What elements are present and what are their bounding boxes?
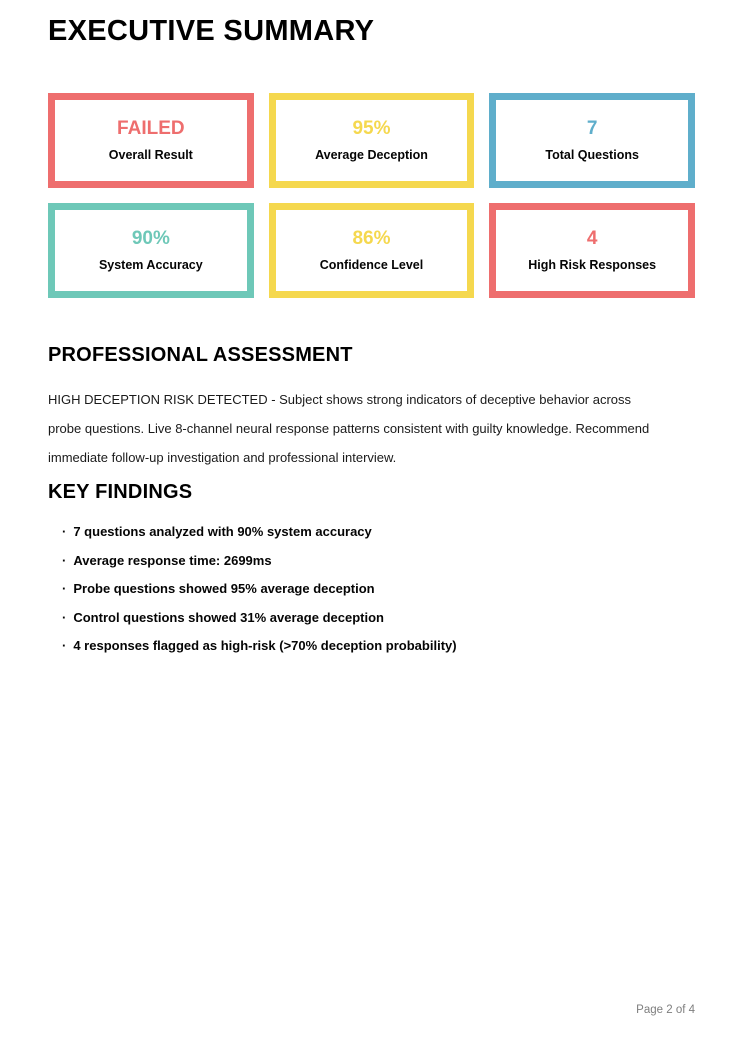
summary-stat-cards [48, 93, 695, 298]
finding-text: 7 questions analyzed with 90% system accuracy [73, 524, 372, 539]
finding-item [62, 604, 698, 633]
finding-text: Probe questions showed 95% average deception [73, 581, 375, 596]
stat-card-value: 4 [586, 228, 598, 250]
finding-item [62, 547, 698, 576]
key-findings-section [48, 481, 698, 661]
stat-card-value: 7 [586, 118, 598, 140]
stat-card-value: 86% [352, 228, 391, 250]
page-number: Page 2 of 4 [636, 1004, 695, 1016]
stat-card [489, 203, 695, 298]
finding-item [62, 632, 698, 661]
key-findings-heading: KEY FINDINGS [48, 481, 193, 503]
professional-assessment-heading: PROFESSIONAL ASSESSMENT [48, 344, 353, 366]
bullet-icon: · [62, 638, 67, 653]
stat-card-label: System Accuracy [98, 258, 203, 273]
stat-card [48, 203, 254, 298]
stat-card [489, 93, 695, 188]
finding-item [62, 575, 698, 604]
finding-item [62, 518, 698, 547]
assessment-text-line: HIGH DECEPTION RISK DETECTED - Subject shows strong indicators of deceptive behavior across [48, 392, 632, 407]
stat-card-label: High Risk Responses [528, 258, 657, 273]
assessment-text-line: probe questions. Live 8-channel neural response patterns consistent with guilty knowledge. Recommend [48, 421, 650, 436]
stat-card-value: 90% [131, 228, 170, 250]
bullet-icon: · [62, 609, 67, 625]
assessment-text-line: immediate follow-up investigation and professional interview. [48, 450, 397, 465]
stat-card-label: Confidence Level [319, 258, 424, 273]
stat-card-value: 95% [352, 118, 391, 140]
finding-text: Average response time: 2699ms [73, 552, 272, 568]
stat-card [48, 93, 254, 188]
stat-card-value: FAILED [117, 118, 185, 140]
professional-assessment-section [48, 344, 698, 472]
stat-card [269, 93, 475, 188]
finding-text: 4 responses flagged as high-risk (>70% deception probability) [73, 638, 457, 653]
findings-list [48, 518, 698, 661]
page-title: EXECUTIVE SUMMARY [48, 15, 375, 47]
stat-card-label: Overall Result [108, 148, 193, 163]
stat-card [269, 203, 475, 298]
stat-card-label: Average Deception [315, 148, 428, 163]
bullet-icon: · [62, 581, 67, 596]
bullet-icon: · [62, 552, 67, 568]
finding-text: Control questions showed 31% average deception [73, 609, 384, 625]
stat-card-label: Total Questions [545, 148, 639, 163]
bullet-icon: · [62, 524, 67, 539]
assessment-paragraph [48, 385, 698, 472]
